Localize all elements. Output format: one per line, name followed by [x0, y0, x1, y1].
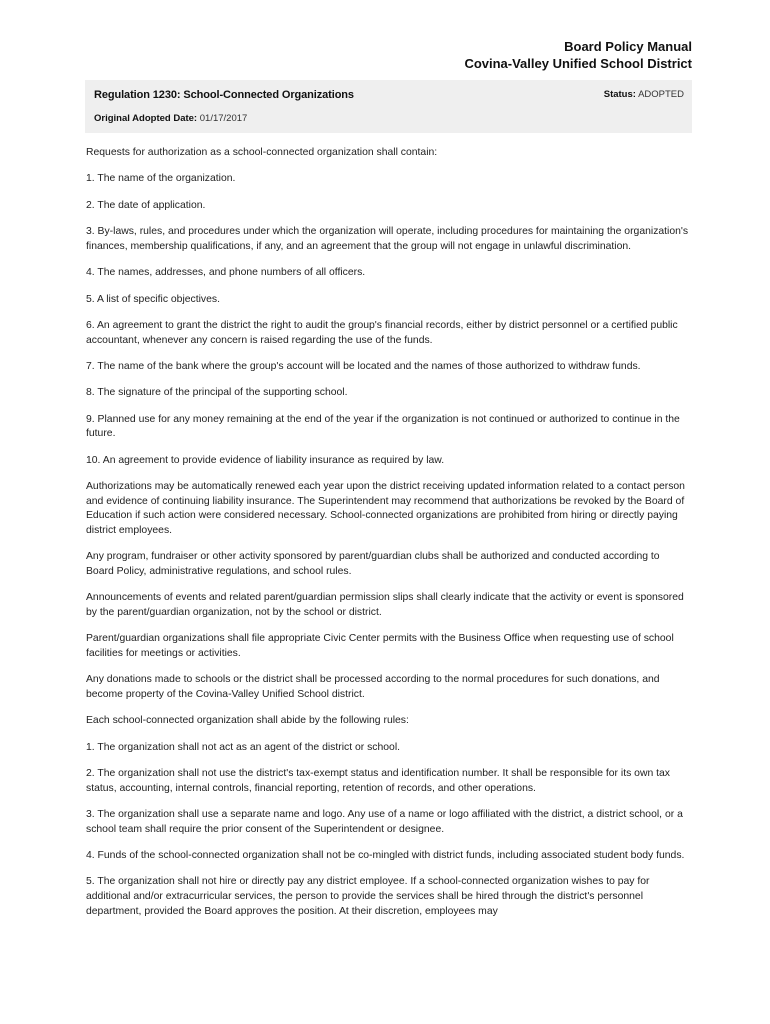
body-paragraph: 1. The name of the organization.: [86, 173, 236, 185]
body-paragraph: 7. The name of the bank where the group's account will be located and the names of those authorized to withdraw funds.: [86, 360, 641, 372]
status-field: [604, 89, 684, 100]
regulation-info-box: [85, 80, 692, 133]
status-label: Status:: [603, 89, 636, 100]
status-value: ADOPTED: [638, 89, 684, 100]
body-paragraph: 5. A list of specific objectives.: [86, 293, 220, 305]
document-header: [464, 38, 692, 72]
body-paragraph: 3. The organization shall use a separate name and logo. Any use of a name or logo affiliated with the district, a district school, or a school team shall require the prior consent of the Superintendent or designee.: [86, 808, 683, 835]
body-paragraph: 4. The names, addresses, and phone numbers of all officers.: [86, 267, 366, 279]
body-paragraph: Announcements of events and related parent/guardian permission slips shall clearly indicate that the activity or event is sponsored by the parent/guardian organization, not by the school or district.: [86, 592, 684, 618]
body-paragraph: 2. The organization shall not use the district's tax-exempt status and identification number. It shall be responsible for its own tax status, accounting, internal controls, financial reporting, retention of records, and other operations.: [86, 767, 670, 794]
body-paragraph: Each school-connected organization shall abide by the following rules:: [86, 715, 409, 727]
body-paragraph: 1. The organization shall not act as an agent of the district or school.: [86, 741, 401, 753]
body-paragraph: Any program, fundraiser or other activity sponsored by parent/guardian clubs shall be authorized and conducted according to Board Policy, administrative regulations, and school rules.: [86, 551, 660, 577]
body-paragraph: Any donations made to schools or the district shall be processed according to the normal procedures for such donations, and become property of the Covina-Valley Unified School district.: [86, 674, 660, 700]
body-paragraph: Parent/guardian organizations shall file appropriate Civic Center permits with the Business Office when requesting use of school facilities for meetings or activities.: [86, 633, 674, 659]
body-paragraph: 5. The organization shall not hire or directly pay any district employee. If a school-connected organization wishes to pay for additional and/or extracurricular services, the person to provide the services shall be hired through the district's personnel department, provided the Board approves the position. At their discretion, employees may: [86, 876, 650, 917]
body-paragraph: 6. An agreement to grant the district the right to audit the group's financial records, either by district personnel or a certified public accountant, whenever any concern is raised regarding the use of the funds.: [86, 319, 678, 346]
adopted-date-label: Original Adopted Date:: [94, 113, 198, 124]
adopted-date-field: [94, 113, 247, 124]
body-paragraph: 8. The signature of the principal of the supporting school.: [86, 387, 348, 399]
regulation-title: Regulation 1230: School-Connected Organizations: [94, 89, 354, 101]
body-paragraph: Requests for authorization as a school-connected organization shall contain:: [86, 147, 438, 158]
body-paragraph: Authorizations may be automatically renewed each year upon the district receiving updated information related to a contact person and evidence of continuing liability insurance. The Superintendent may recommend that authorizations be revoked by the Board of Education if such action were considered necessary. School-connected organizations are prohibited from hiring or directly paying district employees.: [86, 481, 685, 536]
body-paragraph: 10. An agreement to provide evidence of liability insurance as required by law.: [86, 454, 445, 466]
body-paragraph: 3. By-laws, rules, and procedures under which the organization will operate, including procedures for maintaining the organization's finances, membership qualifications, if any, and an agreement that the group will not engage in unlawful discrimination.: [86, 226, 689, 252]
body-paragraph: 4. Funds of the school-connected organization shall not be co-mingled with district funds, including associated student body funds.: [86, 849, 685, 861]
manual-title: Board Policy Manual: [564, 39, 692, 54]
body-paragraph: 2. The date of application.: [86, 199, 206, 211]
adopted-date-value: 01/17/2017: [199, 113, 248, 124]
regulation-body: [86, 146, 690, 931]
body-paragraph: 9. Planned use for any money remaining at the end of the year if the organization is not continued or authorized to continue in the future.: [86, 413, 680, 440]
district-name: Covina-Valley Unified School District: [464, 56, 692, 71]
